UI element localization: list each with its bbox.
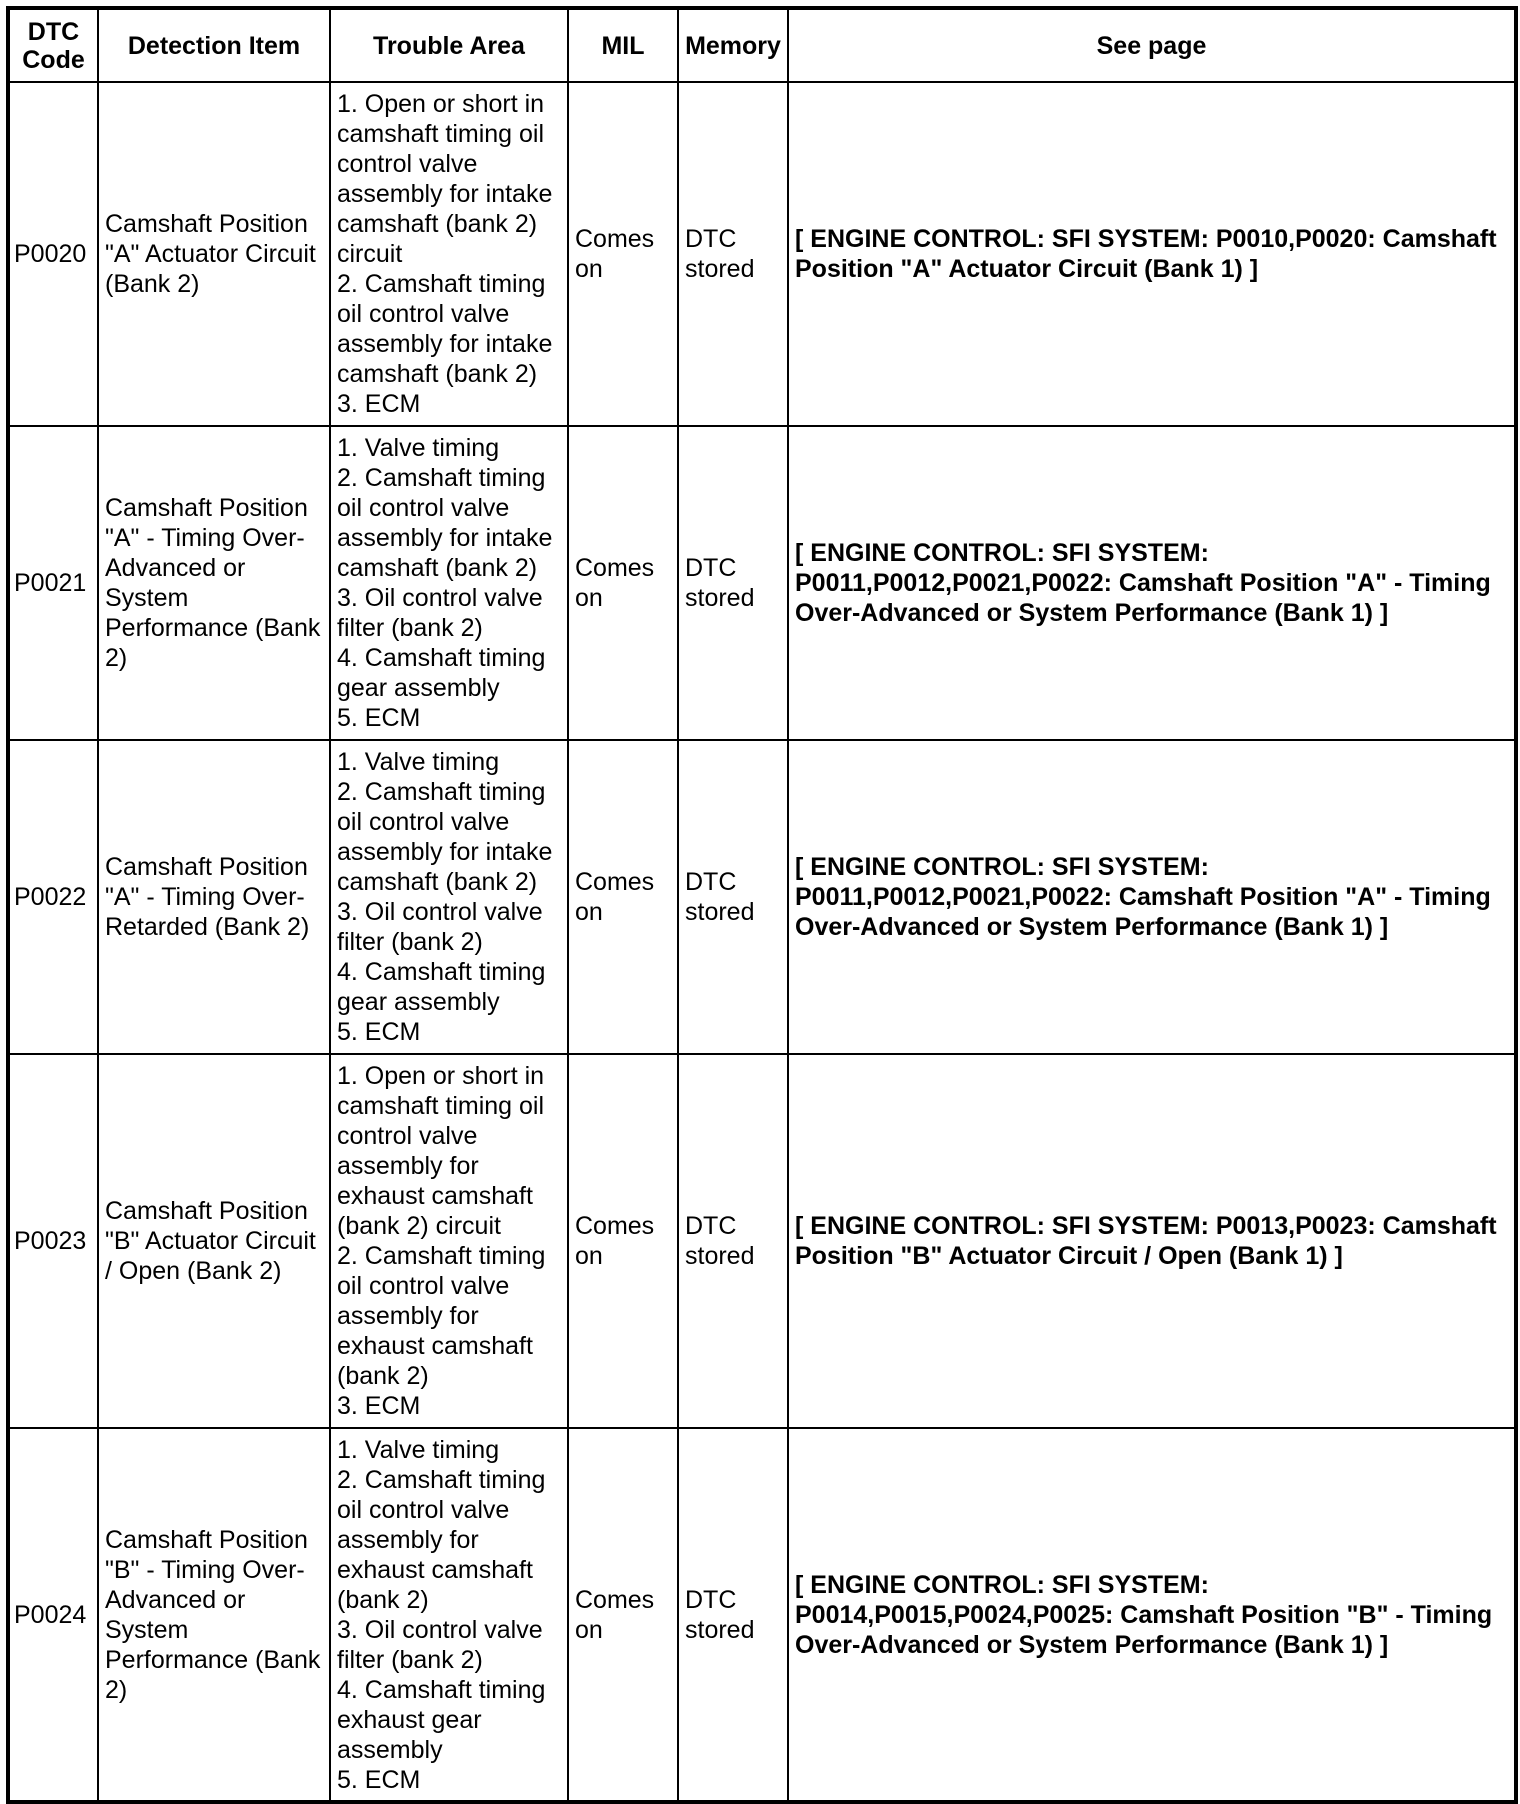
trouble-area-line: 3. ECM	[337, 390, 421, 418]
dtc-code-cell: P0022	[8, 740, 98, 1054]
trouble-area-line: 2. Camshaft timing oil control valve assembly for exhaust camshaft (bank 2)	[337, 1465, 546, 1614]
header-see-page: See page	[788, 8, 1516, 82]
trouble-area-line: 1. Valve timing	[337, 434, 500, 462]
header-memory: Memory	[678, 8, 788, 82]
trouble-area-line: 1. Open or short in camshaft timing oil control valve assembly for intake camshaft (bank 2) circuit	[337, 90, 553, 268]
mil-cell: Comes on	[568, 1428, 678, 1802]
table-row	[8, 1428, 1516, 1802]
mil-cell: Comes on	[568, 740, 678, 1054]
dtc-table	[6, 6, 1518, 1804]
detection-item-cell: Camshaft Position "A" Actuator Circuit (Bank 2)	[98, 82, 330, 426]
table-row	[8, 1054, 1516, 1428]
dtc-code-cell: P0021	[8, 426, 98, 740]
header-dtc-code: DTC Code	[8, 8, 98, 82]
see-page-link[interactable]: [ ENGINE CONTROL: SFI SYSTEM: P0011,P0012,P0021,P0022: Camshaft Position "A" - Timing Over-Advanced or System Performance (Bank 1) ]	[788, 740, 1516, 1054]
trouble-area-line: 3. Oil control valve filter (bank 2)	[337, 1615, 543, 1674]
table-row	[8, 740, 1516, 1054]
trouble-area-cell	[330, 426, 568, 740]
trouble-area-cell	[330, 82, 568, 426]
mil-cell: Comes on	[568, 1054, 678, 1428]
dtc-code-cell: P0024	[8, 1428, 98, 1802]
trouble-area-line: 5. ECM	[337, 1018, 421, 1046]
trouble-area-cell	[330, 1428, 568, 1802]
table-row	[8, 426, 1516, 740]
memory-cell: DTC stored	[678, 82, 788, 426]
detection-item-cell: Camshaft Position "A" - Timing Over-Retarded (Bank 2)	[98, 740, 330, 1054]
dtc-code-cell: P0023	[8, 1054, 98, 1428]
trouble-area-line: 2. Camshaft timing oil control valve assembly for exhaust camshaft (bank 2)	[337, 1242, 546, 1390]
see-page-link[interactable]: [ ENGINE CONTROL: SFI SYSTEM: P0014,P0015,P0024,P0025: Camshaft Position "B" - Timing Over-Advanced or System Performance (Bank 1) ]	[788, 1428, 1516, 1802]
trouble-area-line: 1. Valve timing	[337, 1435, 500, 1464]
memory-cell: DTC stored	[678, 1428, 788, 1802]
trouble-area-line: 4. Camshaft timing gear assembly	[337, 958, 546, 1016]
header-row	[8, 8, 1516, 82]
trouble-area-line: 2. Camshaft timing oil control valve assembly for intake camshaft (bank 2)	[337, 464, 553, 582]
trouble-area-line: 5. ECM	[337, 704, 421, 732]
detection-item-cell: Camshaft Position "A" - Timing Over-Advanced or System Performance (Bank 2)	[98, 426, 330, 740]
table-row	[8, 82, 1516, 426]
see-page-link[interactable]: [ ENGINE CONTROL: SFI SYSTEM: P0010,P0020: Camshaft Position "A" Actuator Circuit (Bank 1) ]	[788, 82, 1516, 426]
trouble-area-line: 2. Camshaft timing oil control valve assembly for intake camshaft (bank 2)	[337, 778, 553, 896]
see-page-link[interactable]: [ ENGINE CONTROL: SFI SYSTEM: P0013,P0023: Camshaft Position "B" Actuator Circuit / Open (Bank 1) ]	[788, 1054, 1516, 1428]
trouble-area-line: 3. ECM	[337, 1392, 421, 1420]
dtc-code-cell: P0020	[8, 82, 98, 426]
memory-cell: DTC stored	[678, 426, 788, 740]
detection-item-cell: Camshaft Position "B" - Timing Over-Advanced or System Performance (Bank 2)	[98, 1428, 330, 1802]
see-page-link[interactable]: [ ENGINE CONTROL: SFI SYSTEM: P0011,P0012,P0021,P0022: Camshaft Position "A" - Timing Over-Advanced or System Performance (Bank 1) ]	[788, 426, 1516, 740]
header-trouble-area: Trouble Area	[330, 8, 568, 82]
trouble-area-line: 1. Valve timing	[337, 748, 500, 776]
trouble-area-cell	[330, 740, 568, 1054]
trouble-area-line: 3. Oil control valve filter (bank 2)	[337, 898, 543, 956]
trouble-area-line: 4. Camshaft timing exhaust gear assembly	[337, 1675, 546, 1764]
memory-cell: DTC stored	[678, 740, 788, 1054]
trouble-area-line: 4. Camshaft timing gear assembly	[337, 644, 546, 702]
memory-cell: DTC stored	[678, 1054, 788, 1428]
mil-cell: Comes on	[568, 426, 678, 740]
header-detection-item: Detection Item	[98, 8, 330, 82]
trouble-area-line: 1. Open or short in camshaft timing oil control valve assembly for exhaust camshaft (bank 2) circuit	[337, 1062, 545, 1240]
detection-item-cell: Camshaft Position "B" Actuator Circuit / Open (Bank 2)	[98, 1054, 330, 1428]
header-mil: MIL	[568, 8, 678, 82]
trouble-area-line: 5. ECM	[337, 1765, 421, 1794]
mil-cell: Comes on	[568, 82, 678, 426]
trouble-area-line: 2. Camshaft timing oil control valve assembly for intake camshaft (bank 2)	[337, 270, 553, 388]
trouble-area-line: 3. Oil control valve filter (bank 2)	[337, 584, 543, 642]
trouble-area-cell	[330, 1054, 568, 1428]
